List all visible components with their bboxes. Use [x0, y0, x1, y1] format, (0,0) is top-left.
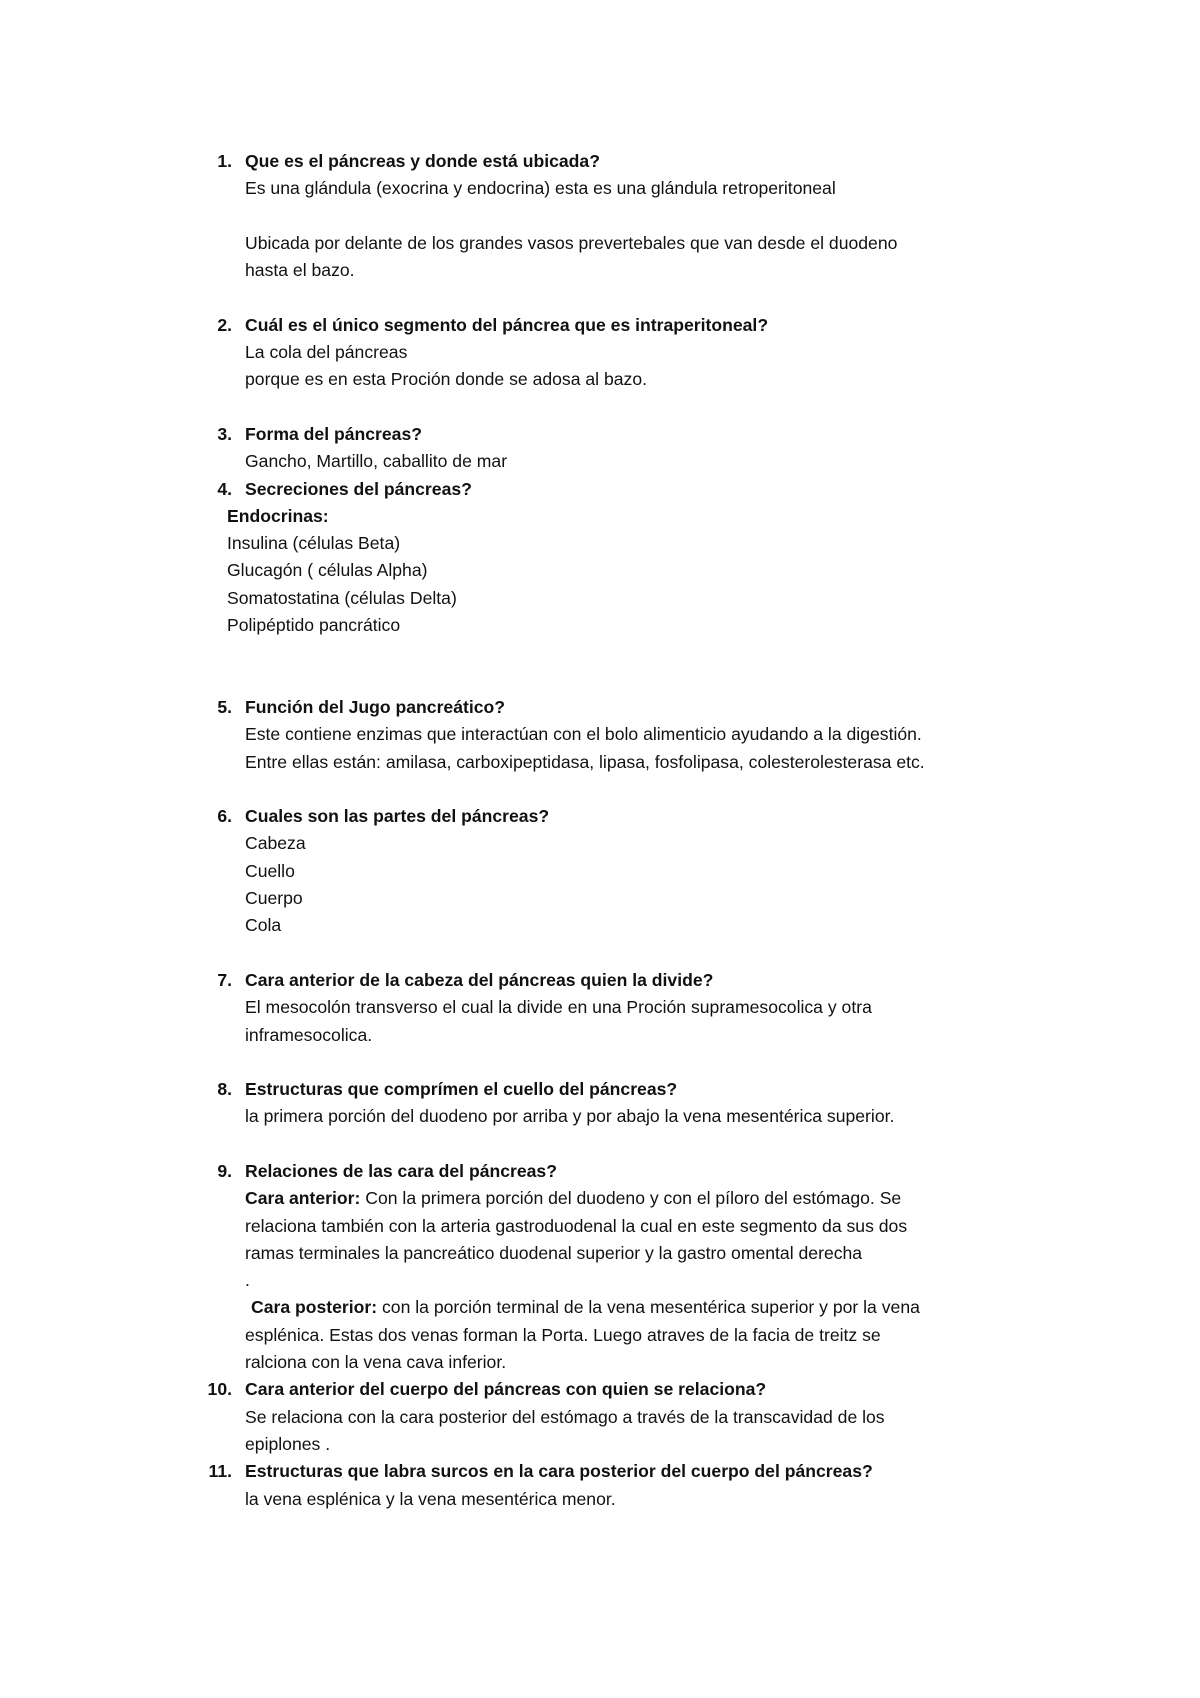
posterior-face-line	[245, 1294, 1084, 1321]
list-item: Cuello	[245, 860, 295, 881]
question-3	[204, 421, 1084, 476]
sub-heading: Endocrinas:	[227, 505, 329, 526]
answer-line: epiplones .	[245, 1433, 331, 1454]
answer-line: La cola del páncreas	[245, 342, 408, 363]
question-number: 7.	[217, 969, 232, 990]
question-number: 3.	[217, 423, 232, 444]
question-title: Cara anterior de la cabeza del páncreas quien la divide?	[245, 969, 714, 990]
answer-line: porque es en esta Proción donde se adosa al bazo.	[245, 369, 648, 390]
question-5	[204, 694, 1084, 776]
answer-line: Entre ellas están: amilasa, carboxipeptidasa, lipasa, fosfolipasa, colesterolesterasa etc.	[245, 751, 925, 772]
question-2	[204, 312, 1084, 394]
answer-line: Insulina (células Beta)	[227, 533, 401, 554]
question-title: Función del Jugo pancreático?	[245, 696, 506, 717]
blank-line	[245, 203, 1084, 230]
question-number: 1.	[217, 151, 232, 171]
list-item: Cabeza	[245, 833, 306, 854]
question-9	[204, 1158, 1084, 1376]
question-title: Secreciones del páncreas?	[245, 478, 472, 499]
answer-line: Polipéptido pancrático	[227, 615, 401, 636]
question-number: 11.	[208, 1461, 232, 1482]
question-title: Relaciones de las cara del páncreas?	[245, 1160, 557, 1181]
answer-text: Con la primera porción del duodeno y con el píloro del estómago. Se	[360, 1188, 902, 1209]
answer-line: la primera porción del duodeno por arriba y por abajo la vena mesentérica superior.	[245, 1106, 895, 1127]
answer-text: con la porción terminal de la vena mesentérica superior y por la vena	[377, 1297, 920, 1318]
question-number: 4.	[217, 478, 232, 499]
question-title: Que es el páncreas y donde está ubicada?	[245, 151, 600, 171]
question-7	[204, 967, 1084, 1049]
answer-line: .	[245, 1270, 250, 1291]
answer-line: relaciona también con la arteria gastroduodenal la cual en este segmento da sus dos	[245, 1215, 908, 1236]
questionnaire	[204, 148, 1084, 1513]
question-number: 9.	[217, 1160, 232, 1181]
question-10	[204, 1376, 1084, 1458]
answer-line: ramas terminales la pancreático duodenal superior y la gastro omental derecha	[245, 1242, 863, 1263]
answer-line: Somatostatina (células Delta)	[227, 587, 457, 608]
answer-line: la vena esplénica y la vena mesentérica menor.	[245, 1488, 616, 1509]
answer-line: Este contiene enzimas que interactúan con el bolo alimenticio ayudando a la digestión.	[245, 724, 922, 745]
question-number: 6.	[217, 806, 232, 827]
anterior-label: Cara anterior:	[245, 1188, 361, 1209]
answer-line: Ubicada por delante de los grandes vasos prevertebales que van desde el duodeno	[245, 232, 898, 253]
answer-line: inframesocolica.	[245, 1024, 373, 1045]
posterior-label: Cara posterior:	[251, 1297, 378, 1318]
question-1	[204, 148, 1084, 284]
question-title: Estructuras que labra surcos en la cara posterior del cuerpo del páncreas?	[245, 1461, 873, 1482]
list-item: Cola	[245, 915, 282, 936]
answer-line: Se relaciona con la cara posterior del estómago a través de la transcavidad de los	[245, 1406, 885, 1427]
question-title: Cara anterior del cuerpo del páncreas con quien se relaciona?	[245, 1379, 767, 1400]
answer-line: Es una glándula (exocrina y endocrina) esta es una glándula retroperitoneal	[245, 178, 836, 199]
question-6	[204, 803, 1084, 939]
answer-line: Gancho, Martillo, caballito de mar	[245, 451, 508, 472]
question-4	[204, 476, 1084, 640]
question-title: Cuales son las partes del páncreas?	[245, 806, 550, 827]
answer-line: esplénica. Estas dos venas forman la Porta. Luego atraves de la facia de treitz se	[245, 1324, 881, 1345]
question-11	[204, 1458, 1084, 1513]
question-number: 8.	[217, 1079, 232, 1100]
question-title: Estructuras que comprímen el cuello del páncreas?	[245, 1079, 678, 1100]
question-8	[204, 1076, 1084, 1131]
question-number: 2.	[217, 314, 232, 335]
answer-line: ralciona con la vena cava inferior.	[245, 1352, 507, 1373]
answer-line: El mesocolón transverso el cual la divide en una Proción supramesocolica y otra	[245, 997, 872, 1018]
list-item: Cuerpo	[245, 888, 303, 909]
question-number: 5.	[217, 696, 232, 717]
answer-line: Glucagón ( células Alpha)	[227, 560, 428, 581]
anterior-face-line	[245, 1185, 1084, 1212]
question-title: Cuál es el único segmento del páncrea que es intraperitoneal?	[245, 314, 769, 335]
answer-line: hasta el bazo.	[245, 260, 355, 281]
question-number: 10.	[207, 1379, 232, 1400]
question-title: Forma del páncreas?	[245, 423, 422, 444]
